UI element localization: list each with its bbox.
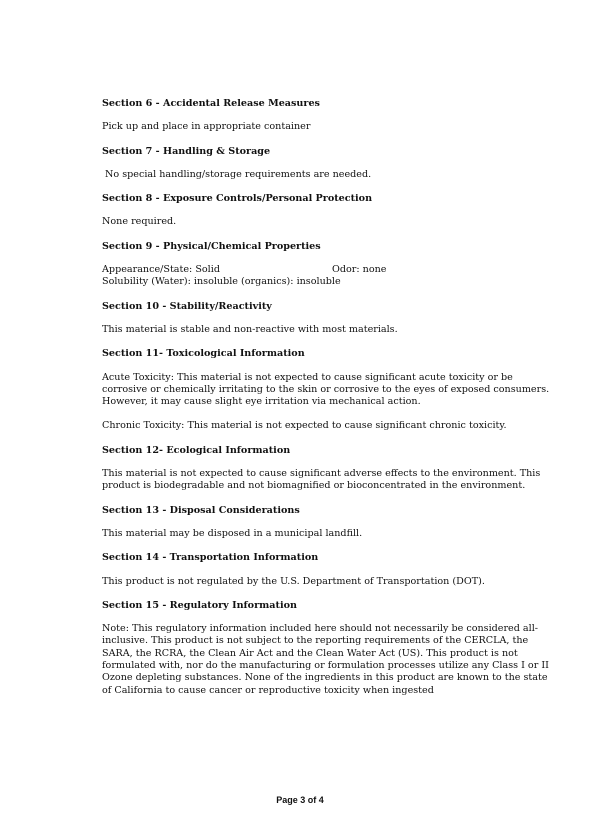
section-text: [102, 324, 512, 336]
section-8: [102, 193, 512, 229]
section-heading: Section 10 - Stability/Reactivity: [102, 300, 272, 312]
section-heading: Section 6 - Accidental Release Measures: [102, 98, 320, 109]
section-text: [102, 468, 541, 493]
text-line: inclusive. This product is not subject to the reporting requirements of the CERCLA, the: [102, 635, 529, 647]
text-line: of California to cause cancer or reproductive toxicity when ingested: [102, 684, 434, 696]
text-line: Note: This regulatory information included here should not necessarily be considered all-: [102, 623, 539, 635]
text-line: formulated with, nor do the manufacturing or formulation processes utilize any Class I or II: [102, 660, 549, 672]
chronic-toxicity-text: [102, 420, 512, 432]
section-heading: Section 7 - Handling & Storage: [102, 145, 271, 157]
text-line: This material may be disposed in a municipal landfill.: [102, 527, 363, 539]
text-line: This material is not expected to cause significant adverse effects to the environment. This: [102, 468, 541, 480]
properties-block: [102, 264, 512, 289]
text-line: This product is not regulated by the U.S. Department of Transportation (DOT).: [102, 575, 485, 587]
section-heading: Section 13 - Disposal Considerations: [102, 504, 300, 516]
section-heading: Section 11- Toxicological Information: [102, 348, 305, 360]
appearance-state: Appearance/State: Solid: [102, 264, 220, 276]
text-line: None required.: [102, 216, 177, 228]
text-line: No special handling/storage requirements are needed.: [105, 168, 372, 180]
section-12: [102, 444, 541, 493]
section-text: [102, 528, 512, 540]
section-text: [102, 576, 512, 588]
section-9: [102, 241, 512, 289]
section-heading: Section 12- Ecological Information: [102, 444, 291, 456]
text-line: Chronic Toxicity: This material is not expected to cause significant chronic toxicity.: [102, 420, 507, 432]
properties-row: [102, 264, 512, 276]
section-13: [102, 505, 512, 541]
text-line: This material is stable and non-reactive with most materials.: [102, 323, 398, 335]
solubility: Solubility (Water): insoluble (organics): insoluble: [102, 276, 341, 288]
text-line: corrosive or chemically irritating to the skin or corrosive to the eyes of exposed consumers.: [102, 383, 550, 395]
section-6: [102, 98, 512, 134]
acute-toxicity-text: [102, 371, 550, 409]
section-14: [102, 552, 512, 588]
section-heading: Section 15 - Regulatory Information: [102, 599, 297, 611]
page-number: Page 3 of 4: [276, 795, 324, 805]
document-body: [102, 98, 550, 709]
text-line: However, it may cause slight eye irritation via mechanical action.: [102, 396, 421, 408]
text-line: Pick up and place in appropriate container: [102, 121, 311, 133]
section-text: [102, 216, 512, 228]
section-7: [102, 146, 512, 182]
section-text: [102, 169, 512, 181]
text-line: SARA, the RCRA, the Clean Air Act and the Clean Water Act (US). This product is not: [102, 647, 518, 659]
section-heading: Section 9 - Physical/Chemical Properties: [102, 240, 321, 252]
section-11: [102, 348, 550, 432]
odor: Odor: none: [332, 264, 387, 276]
section-heading: Section 8 - Exposure Controls/Personal Protection: [102, 193, 373, 205]
text-line: Acute Toxicity: This material is not expected to cause significant acute toxicity or be: [102, 371, 513, 383]
section-10: [102, 301, 512, 337]
section-15: [102, 599, 549, 697]
text-line: Ozone depleting substances. None of the ingredients in this product are known to the state: [102, 672, 548, 684]
section-text: [102, 623, 549, 697]
section-heading: Section 14 - Transportation Information: [102, 552, 319, 564]
text-line: product is biodegradable and not biomagnified or bioconcentrated in the environment.: [102, 480, 526, 492]
section-text: [102, 121, 512, 133]
